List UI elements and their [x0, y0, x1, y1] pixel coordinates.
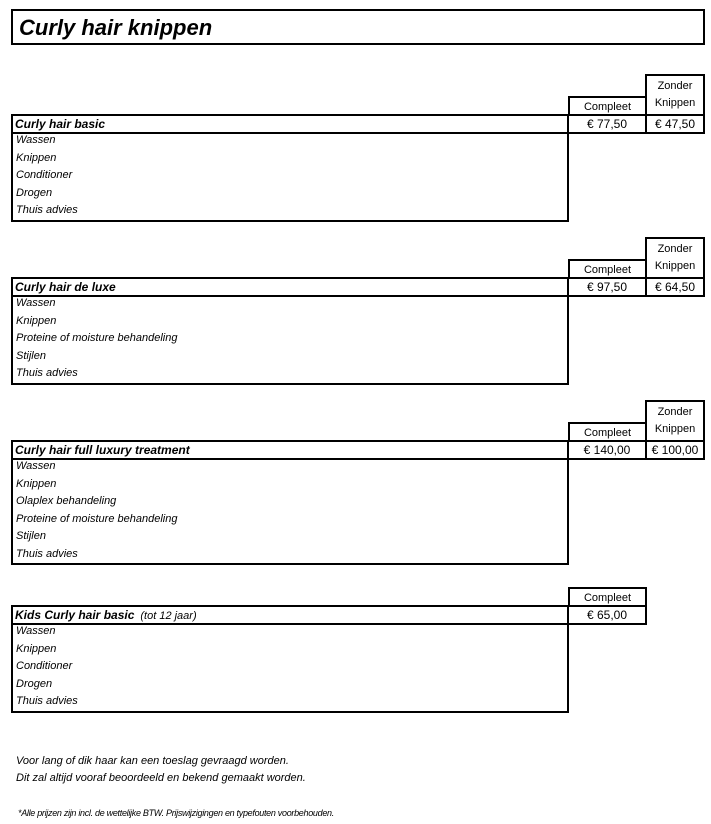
package-subtitle: (tot 12 jaar): [140, 610, 197, 622]
service-item: Wassen: [16, 134, 56, 146]
page-title: Curly hair knippen: [19, 15, 213, 40]
package-name-row: [11, 277, 569, 297]
price-compleet: € 65,00: [567, 605, 647, 625]
service-item: Thuis advies: [16, 695, 78, 707]
service-item: Knippen: [16, 477, 57, 490]
header-zonder-line2: Knippen: [654, 97, 696, 109]
service-item: Conditioner: [16, 660, 73, 672]
package-name-row: [11, 114, 569, 134]
service-item: Wassen: [16, 297, 56, 309]
header-zonder-line2: Knippen: [654, 260, 696, 272]
service-item: Thuis advies: [16, 547, 78, 560]
service-list: [11, 623, 569, 713]
header-zonder-line2: Knippen: [654, 423, 696, 435]
price-zonder-knippen: € 64,50: [645, 277, 705, 297]
price-compleet: € 97,50: [567, 277, 647, 297]
service-item: Knippen: [16, 151, 57, 164]
service-item: Proteine of moisture behandeling: [16, 332, 178, 344]
package-name-row: [11, 605, 569, 625]
note-line-2: Dit zal altijd vooraf beoordeeld en bekend gemaakt worden.: [16, 772, 306, 784]
service-item: Knippen: [16, 314, 57, 327]
service-item: Drogen: [16, 186, 53, 199]
service-item: Stijlen: [16, 349, 46, 362]
footer-disclaimer: *Alle prijzen zijn incl. de wettelijke BTW. Prijswijzigingen en typefouten voorbehouden.: [18, 808, 334, 818]
service-item: Knippen: [16, 642, 57, 655]
price-compleet: € 140,00: [567, 440, 647, 460]
package-name: Curly hair full luxury treatment: [15, 443, 190, 457]
header-compleet: Compleet: [568, 587, 647, 607]
package-name: [15, 608, 197, 622]
service-list: [11, 295, 569, 385]
header-zonder-knippen: [645, 74, 705, 116]
header-zonder-line1: Zonder: [657, 80, 693, 92]
service-item: Conditioner: [16, 169, 73, 181]
price-zonder-knippen: € 47,50: [645, 114, 705, 134]
price-zonder-knippen: € 100,00: [645, 440, 705, 460]
header-zonder-knippen: [645, 237, 705, 279]
header-compleet: Compleet: [568, 96, 647, 116]
price-compleet: € 77,50: [567, 114, 647, 134]
service-item: Olaplex behandeling: [16, 495, 117, 507]
service-list: [11, 458, 569, 565]
note-line-1: Voor lang of dik haar kan een toeslag gevraagd worden.: [16, 755, 289, 767]
service-item: Stijlen: [16, 530, 46, 542]
package-name: Curly hair de luxe: [15, 280, 116, 294]
service-item: Wassen: [16, 460, 56, 472]
title-box: [11, 9, 705, 45]
header-zonder-line1: Zonder: [657, 243, 693, 255]
service-item: Thuis advies: [16, 204, 78, 216]
package-name-row: [11, 440, 569, 460]
header-compleet: Compleet: [568, 259, 647, 279]
package-name: Curly hair basic: [15, 117, 106, 131]
service-item: Wassen: [16, 625, 56, 637]
service-list: [11, 132, 569, 222]
service-item: Proteine of moisture behandeling: [16, 512, 178, 525]
header-zonder-knippen: [645, 400, 705, 442]
header-zonder-line1: Zonder: [657, 406, 693, 418]
service-item: Drogen: [16, 677, 53, 690]
service-item: Thuis advies: [16, 367, 78, 379]
package-name-text: Kids Curly hair basic: [15, 608, 135, 622]
header-compleet: Compleet: [568, 422, 647, 442]
